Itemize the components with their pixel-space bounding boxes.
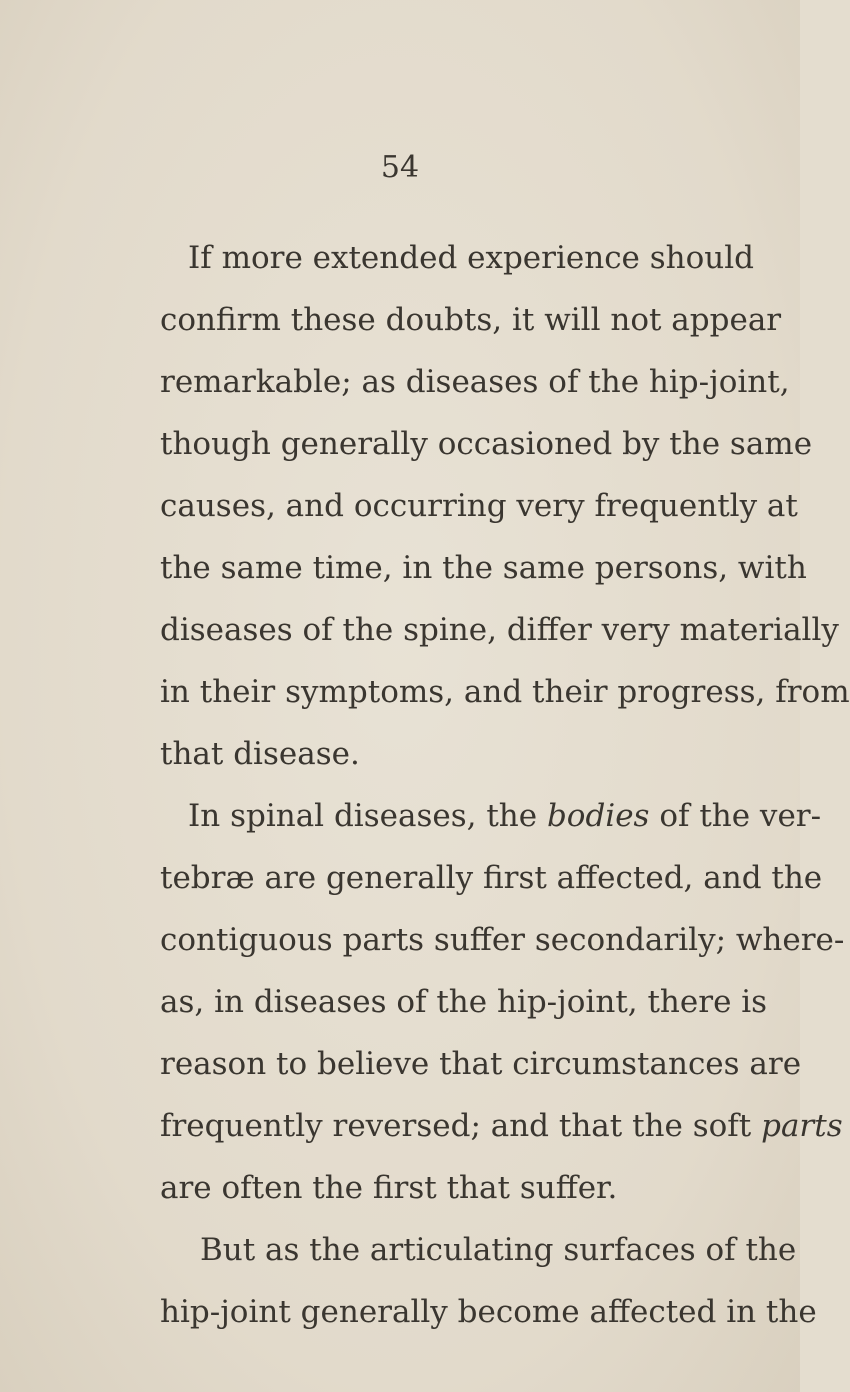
text-line: confirm these doubts, it will not appear xyxy=(160,302,782,338)
text-line xyxy=(188,796,822,836)
text-line: But as the articulating surfaces of the xyxy=(200,1232,797,1268)
text-line: as, in diseases of the hip-joint, there is xyxy=(160,984,768,1020)
text-line xyxy=(160,1106,843,1146)
line-text: of the ver- xyxy=(649,798,822,834)
text-line: are often the first that suffer. xyxy=(160,1170,618,1206)
italic-word: bodies xyxy=(546,798,650,834)
text-line: contiguous parts suffer secondarily; where- xyxy=(160,922,845,958)
text-line: diseases of the spine, differ very materially xyxy=(160,612,839,648)
text-line: If more extended experience should xyxy=(188,240,755,276)
line-text: frequently reversed; and that the soft xyxy=(160,1108,762,1144)
text-line: the same time, in the same persons, with xyxy=(160,550,807,586)
text-line: reason to believe that circumstances are xyxy=(160,1046,802,1082)
page-number: 54 xyxy=(380,150,420,185)
text-line: causes, and occurring very frequently at xyxy=(160,488,798,524)
line-text: In spinal diseases, the xyxy=(188,798,547,834)
italic-word: parts xyxy=(761,1108,843,1144)
text-line: remarkable; as diseases of the hip-joint, xyxy=(160,364,790,400)
text-line: hip-joint generally become affected in the xyxy=(160,1294,817,1330)
text-line: though generally occasioned by the same xyxy=(160,426,813,462)
text-line: in their symptoms, and their progress, from xyxy=(160,674,850,710)
text-line: tebræ are generally first affected, and the xyxy=(160,860,823,896)
text-line: that disease. xyxy=(160,736,360,772)
